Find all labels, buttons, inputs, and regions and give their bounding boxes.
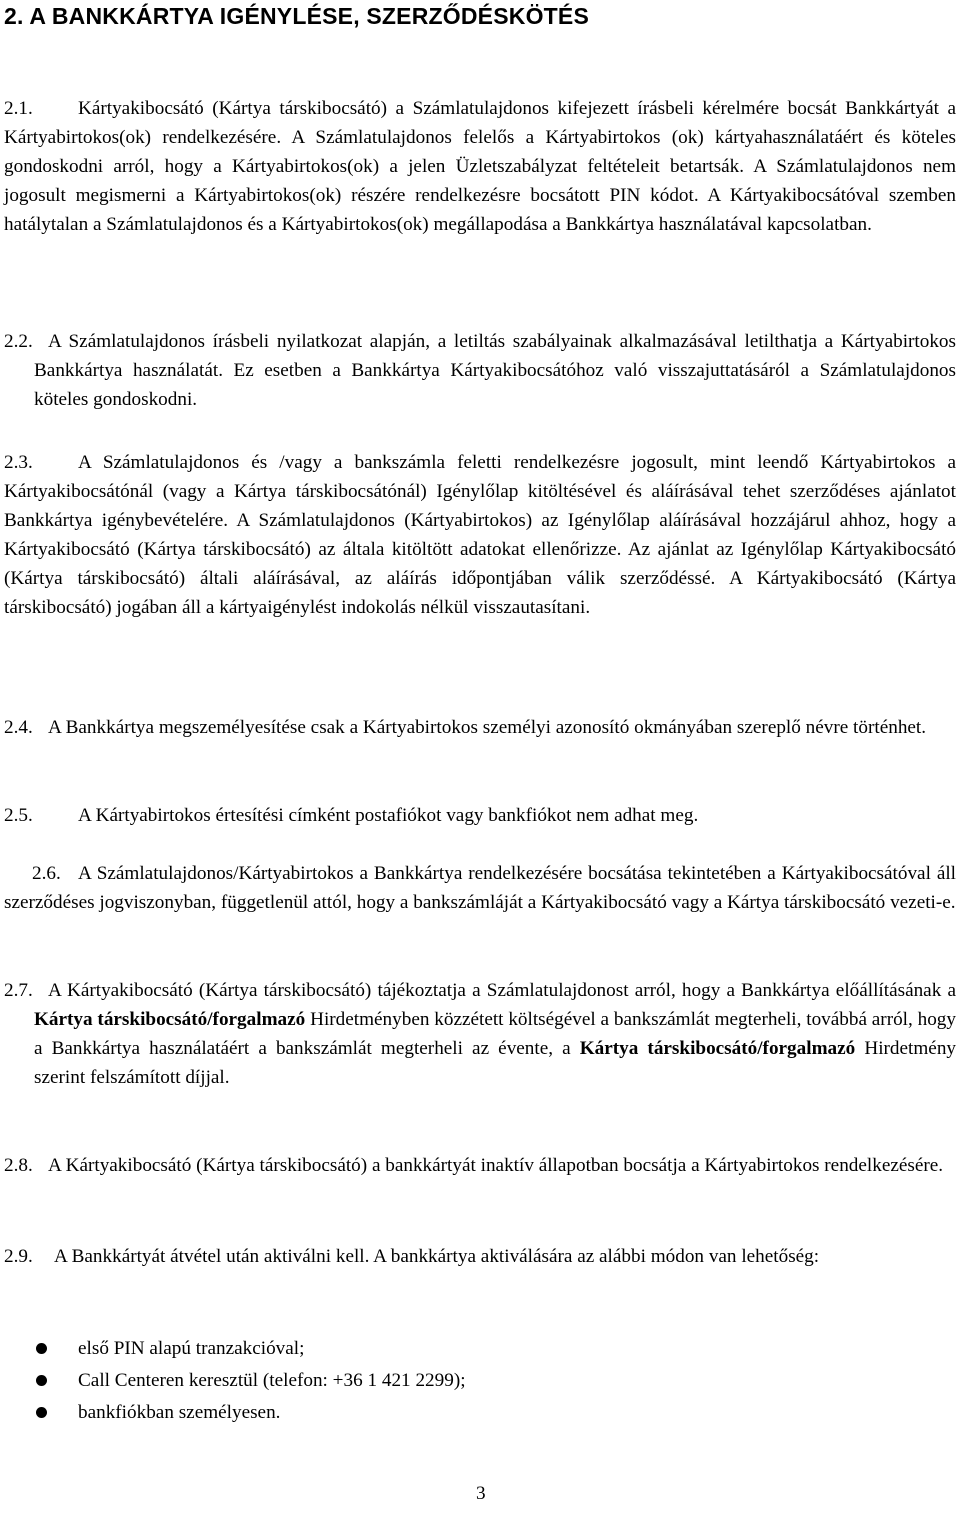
section-heading: 2. A BANKKÁRTYA IGÉNYLÉSE, SZERZŐDÉSKÖTÉS [4, 3, 589, 29]
paragraph-text: A Kártyakibocsátó (Kártya társkibocsátó) a bankkártyát inaktív állapotban bocsátja a Kártyabirtokos rendelkezésére. [48, 1155, 944, 1176]
activation-options-list [4, 1333, 466, 1429]
paragraph-number: 2.8. [4, 1155, 33, 1176]
paragraph-2-4 [4, 713, 956, 742]
bullet-icon [36, 1407, 47, 1418]
list-item: bankfiókban személyesen. [4, 1397, 466, 1429]
paragraph-number: 2.6. [32, 863, 61, 884]
paragraph-number: 2.4. [4, 717, 33, 738]
emphasis-text: Kártya társkibocsátó/forgalmazó [34, 1009, 306, 1030]
paragraph-number: 2.3. [4, 452, 33, 473]
paragraph-text: A Számlatulajdonos és /vagy a bankszámla feletti rendelkezésre jogosult, mint leendő Kártyabirtokos a Kártyakibocsátónál (vagy a Kártya társkibocsátónál) Igénylőlap kitöltésével és aláírásával tehet szerződéses ajánlatot Bankkártya igénybevételére. A Számlatulajdonos (Kártyabirtokos) az Igénylőlap aláírásával hozzájárul ahhoz, hogy a Kártyakibocsátó (Kártya társkibocsátó) az általa kitöltött adatokat ellenőrizze. Az ajánlat az Igénylőlap Kártyakibocsátó (Kártya társkibocsátó) általi aláírásával, az aláírás időpontjában válik szerződéssé. A Kártyakibocsátó (Kártya társkibocsátó) jogában áll a kártyaigénylést indokolás nélkül visszautasítani. [4, 452, 956, 618]
paragraph-number: 2.1. [4, 98, 33, 119]
paragraph-2-5 [4, 801, 956, 830]
paragraph-text: A Bankkártyát átvétel után aktiválni kell. A bankkártya aktiválására az alábbi módon van lehetőség: [54, 1246, 820, 1267]
emphasis-text: Kártya társkibocsátó/forgalmazó [579, 1038, 856, 1059]
paragraph-text: A Számlatulajdonos/Kártyabirtokos a Bankkártya rendelkezésére bocsátása tekintetében a Kártyakibocsátóval áll szerződéses jogviszonyban, függetlenül attól, hogy a bankszámláját a Kártyakibocsátó vagy a Kártya társkibocsátó vezeti-e. [4, 863, 956, 913]
paragraph-text: A Kártyabirtokos értesítési címként postafiókot vagy bankfiókot nem adhat meg. [78, 805, 699, 826]
page-number: 3 [476, 1483, 486, 1504]
paragraph-text: Hirdetmény szerint felszámított díjjal. [34, 1038, 957, 1088]
paragraph-number: 2.7. [4, 980, 33, 1001]
paragraph-text: Hirdetményben közzétett költségével a bankszámlát megterheli, továbbá arról, hogy a Bankkártya használatáért a bankszámlát megterheli az évente, a [34, 1009, 956, 1059]
paragraph-2-9 [4, 1242, 956, 1271]
paragraph-2-7 [4, 976, 956, 1092]
bullet-icon [36, 1343, 47, 1354]
list-item: első PIN alapú tranzakcióval; [4, 1333, 466, 1365]
paragraph-2-1 [4, 94, 956, 239]
paragraph-2-3 [4, 448, 956, 622]
paragraph-text: A Számlatulajdonos írásbeli nyilatkozat alapján, a letiltás szabályainak alkalmazásával letilthatja a Kártyabirtokos Bankkártya használatát. Ez esetben a Bankkártya Kártyakibocsátóhoz való visszajuttatásáról a Számlatulajdonos köteles gondoskodni. [34, 331, 956, 410]
paragraph-2-2 [4, 327, 956, 414]
bullet-icon [36, 1375, 47, 1386]
paragraph-number: 2.5. [4, 805, 33, 826]
paragraph-number: 2.9. [4, 1246, 33, 1267]
paragraph-text: Kártyakibocsátó (Kártya társkibocsátó) a Számlatulajdonos kifejezett írásbeli kérelmére bocsát Bankkártyát a Kártyabirtokos(ok) rendelkezésére. A Számlatulajdonos felelős a Kártyabirtokos (ok) kártyahasználatáért és köteles gondoskodni arról, hogy a Kártyabirtokos(ok) a jelen Üzletszabályzat feltételeit betartsák. A Számlatulajdonos nem jogosult megismerni a Kártyabirtokos(ok) részére rendelkezésre bocsátott PIN kódot. A Kártyakibocsátóval szemben hatálytalan a Számlatulajdonos és a Kártyabirtokos(ok) megállapodása a Bankkártya használatával kapcsolatban. [4, 98, 956, 235]
paragraph-text: A Kártyakibocsátó (Kártya társkibocsátó) tájékoztatja a Számlatulajdonost arról, hogy a Bankkártya előállításának a [48, 980, 956, 1001]
paragraph-number: 2.2. [4, 331, 33, 352]
paragraph-2-6 [4, 859, 956, 917]
paragraph-2-8 [4, 1151, 956, 1180]
paragraph-text: A Bankkártya megszemélyesítése csak a Kártyabirtokos személyi azonosító okmányában szereplő névre történhet. [48, 717, 927, 738]
list-item: Call Centeren keresztül (telefon: +36 1 421 2299); [4, 1365, 466, 1397]
